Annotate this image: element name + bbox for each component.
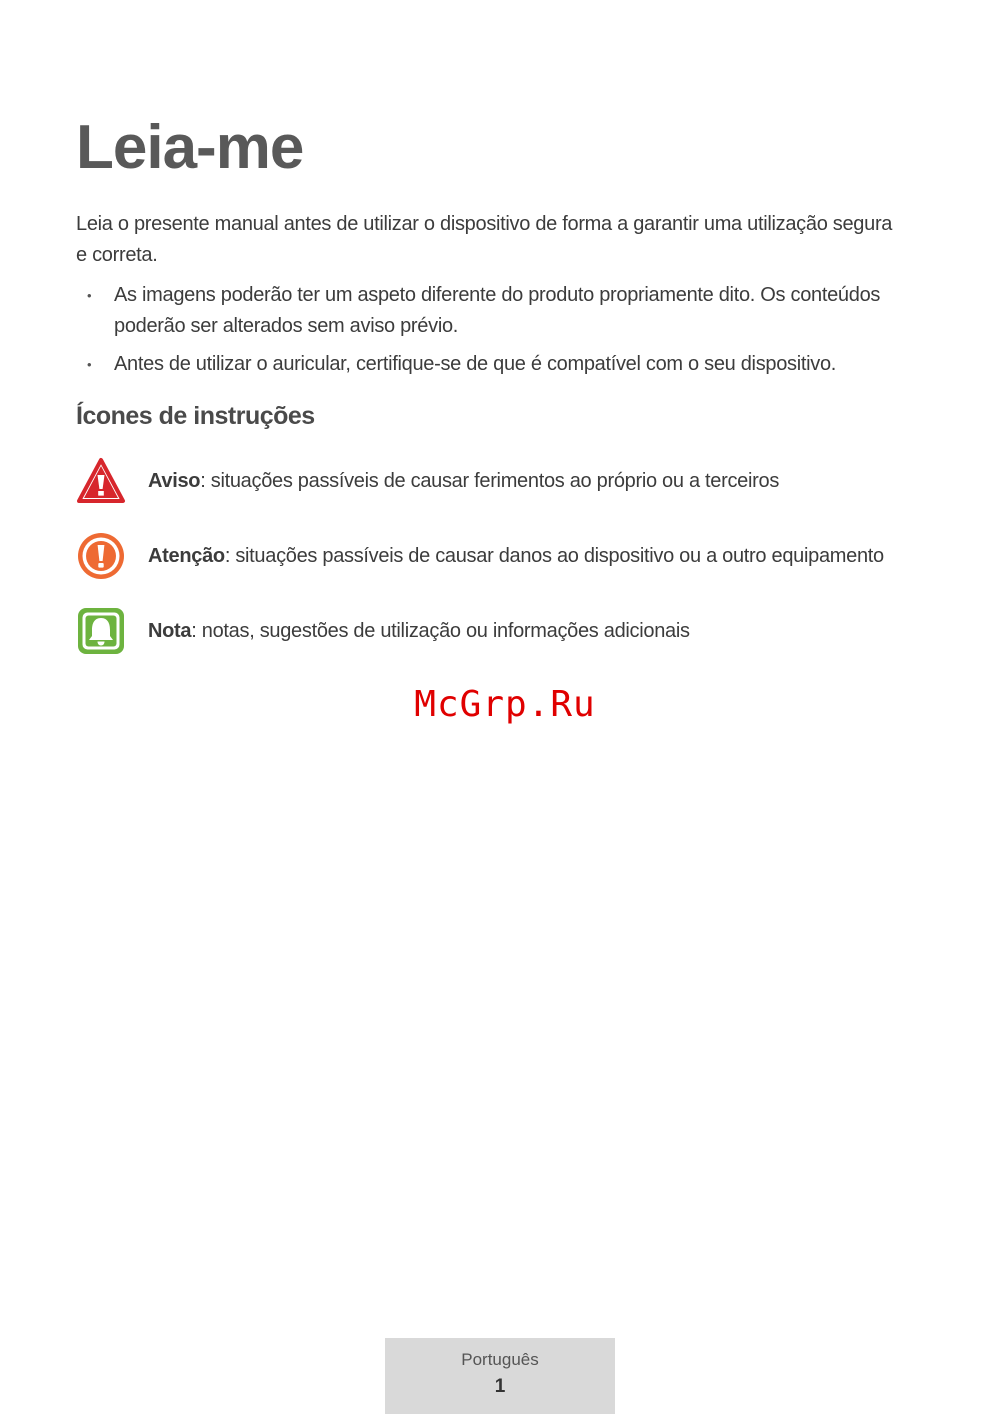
section-heading: Ícones de instruções: [76, 402, 315, 430]
list-item: [76, 280, 916, 342]
instruction-description: : situações passíveis de causar danos ao dispositivo ou a outro equipamento: [224, 544, 884, 567]
caution-circle-icon: [76, 531, 126, 581]
page-title: Leia-me: [76, 113, 304, 182]
note-bell-icon: [76, 606, 126, 656]
instruction-description: : situações passíveis de causar ferimentos ao próprio ou a terceiros: [200, 469, 780, 492]
instruction-text: [148, 545, 884, 568]
footer-language: Português: [461, 1350, 539, 1369]
bullet-marker: •: [87, 288, 92, 303]
warning-triangle-icon: [76, 456, 126, 506]
intro-paragraph: Leia o presente manual antes de utilizar o dispositivo de forma a garantir uma utilização segura e correta.: [76, 213, 893, 266]
bullet-marker: •: [87, 357, 92, 372]
instruction-text: [148, 620, 690, 643]
bullet-list: [76, 280, 916, 387]
instruction-term: Atenção: [148, 544, 225, 567]
bullet-text: Antes de utilizar o auricular, certifique-se de que é compatível com o seu dispositivo.: [114, 353, 837, 375]
instruction-row-atencao: [76, 531, 956, 581]
page-number: 1: [494, 1376, 506, 1397]
instruction-text: [148, 470, 779, 493]
instruction-description: : notas, sugestões de utilização ou informações adicionais: [191, 619, 690, 642]
instruction-term: Aviso: [148, 469, 201, 492]
watermark: McGrp.Ru: [414, 684, 596, 725]
instruction-row-nota: [76, 606, 956, 656]
bullet-text: As imagens poderão ter um aspeto diferente do produto propriamente dito. Os conteúdos poderão ser alterados sem aviso prévio.: [114, 284, 881, 337]
instruction-term: Nota: [148, 619, 192, 642]
instruction-row-aviso: [76, 456, 956, 506]
list-item: [76, 349, 916, 380]
footer-tab: [385, 1338, 615, 1414]
